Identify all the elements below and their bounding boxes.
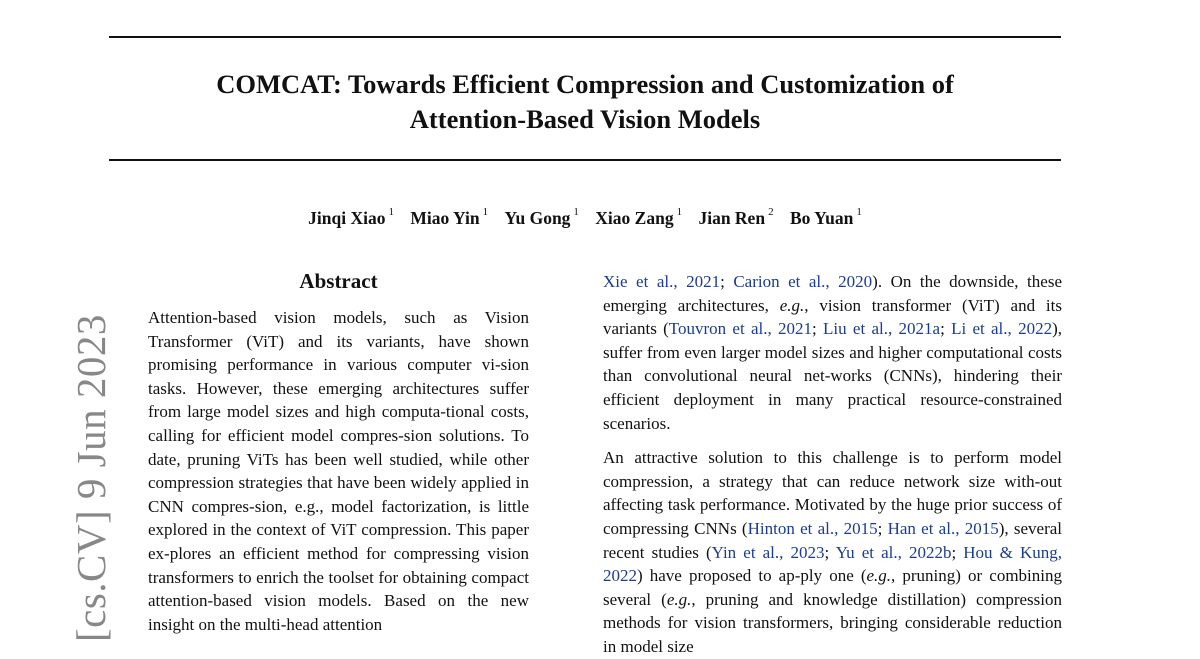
paper-title	[109, 67, 1061, 137]
citation-link[interactable]: Liu et al., 2021a	[823, 319, 941, 339]
bottom-rule	[109, 159, 1061, 161]
author-list	[109, 203, 1061, 229]
citation-link[interactable]: Li et al., 2022	[951, 319, 1053, 339]
abstract-column	[148, 306, 529, 636]
citation-link[interactable]: Touvron et al., 2021	[668, 319, 813, 339]
intro-paragraph-2: An attractive solution to this challenge is to perform model compression, a strategy that can reduce network size with-out affecting task performance. Motivated by the huge prior success of compressing CNNs (Hinton et al., 2015; Han et al., 2015), several recent studies (Yin et al., 2023; Yu et al., 2022b; Hou & Kung, 2022) have proposed to ap-ply one (e.g., pruning) or combining several (e.g., pruning and knowledge distillation) compression methods for vision transformers, bringing considerable reduction in model size	[603, 448, 1063, 656]
citation-link[interactable]: Hou & Kung, 2022	[603, 542, 1063, 586]
top-rule	[109, 36, 1061, 38]
author: Bo Yuan $^1$	[789, 206, 862, 228]
citation-link[interactable]: Han et al., 2015	[887, 518, 999, 538]
citation-link[interactable]: Xie et al., 2021	[603, 272, 721, 291]
author: Miao Yin $^1$	[410, 206, 489, 228]
arxiv-stamp	[22, 314, 114, 642]
title-line-1: COMCAT: Towards Efficient Compression and Customization of	[216, 69, 954, 99]
abstract-text: Attention-based vision models, such as Vision Transformer (ViT) and its variants, have shown promising performance in various computer vi-sion tasks. However, these emerging architectures suffer from large model sizes and high computa-tional costs, calling for efficient model compres-sion solutions. To date, pruning ViTs has been well studied, while other compression strategies that have been widely applied in CNN compres-sion, e.g., model factorization, is little explored in the context of ViT compression. This paper ex-plores an efficient method for compressing vision transformers to enrich the toolset for obtaining compact attention-based vision models. Based on the new insight on the multi-head attention	[148, 308, 529, 634]
title-line-2: Attention-Based Vision Models	[409, 104, 761, 134]
author: Jian Ren $^2$	[698, 206, 774, 228]
citation-link[interactable]: Carion et al., 2020	[733, 272, 873, 291]
author: Yu Gong $^1$	[504, 206, 579, 228]
citation-link[interactable]: Yin et al., 2023	[711, 542, 825, 562]
arxiv-stamp-text: [cs.CV] 9 Jun 2023	[68, 314, 114, 642]
abstract-heading: Abstract	[299, 269, 378, 293]
citation-link[interactable]: Yu et al., 2022b	[835, 542, 952, 562]
author: Xiao Zang $^1$	[595, 206, 683, 228]
citation-link[interactable]: Hinton et al., 2015	[747, 518, 878, 538]
intro-paragraph-1: Xie et al., 2021; Carion et al., 2020). On the downside, these emerging architectures, e.g., vision transformer (ViT) and its variants (Touvron et al., 2021; Liu et al., 2021a; Li et al., 2022), suffer from even larger model sizes and higher computational costs than convolutional neural net-works (CNNs), hindering their efficient deployment in many practical resource-constrained scenarios.	[603, 272, 1062, 433]
author: Jinqi Xiao $^1$	[308, 206, 394, 228]
intro-column	[603, 270, 1062, 659]
